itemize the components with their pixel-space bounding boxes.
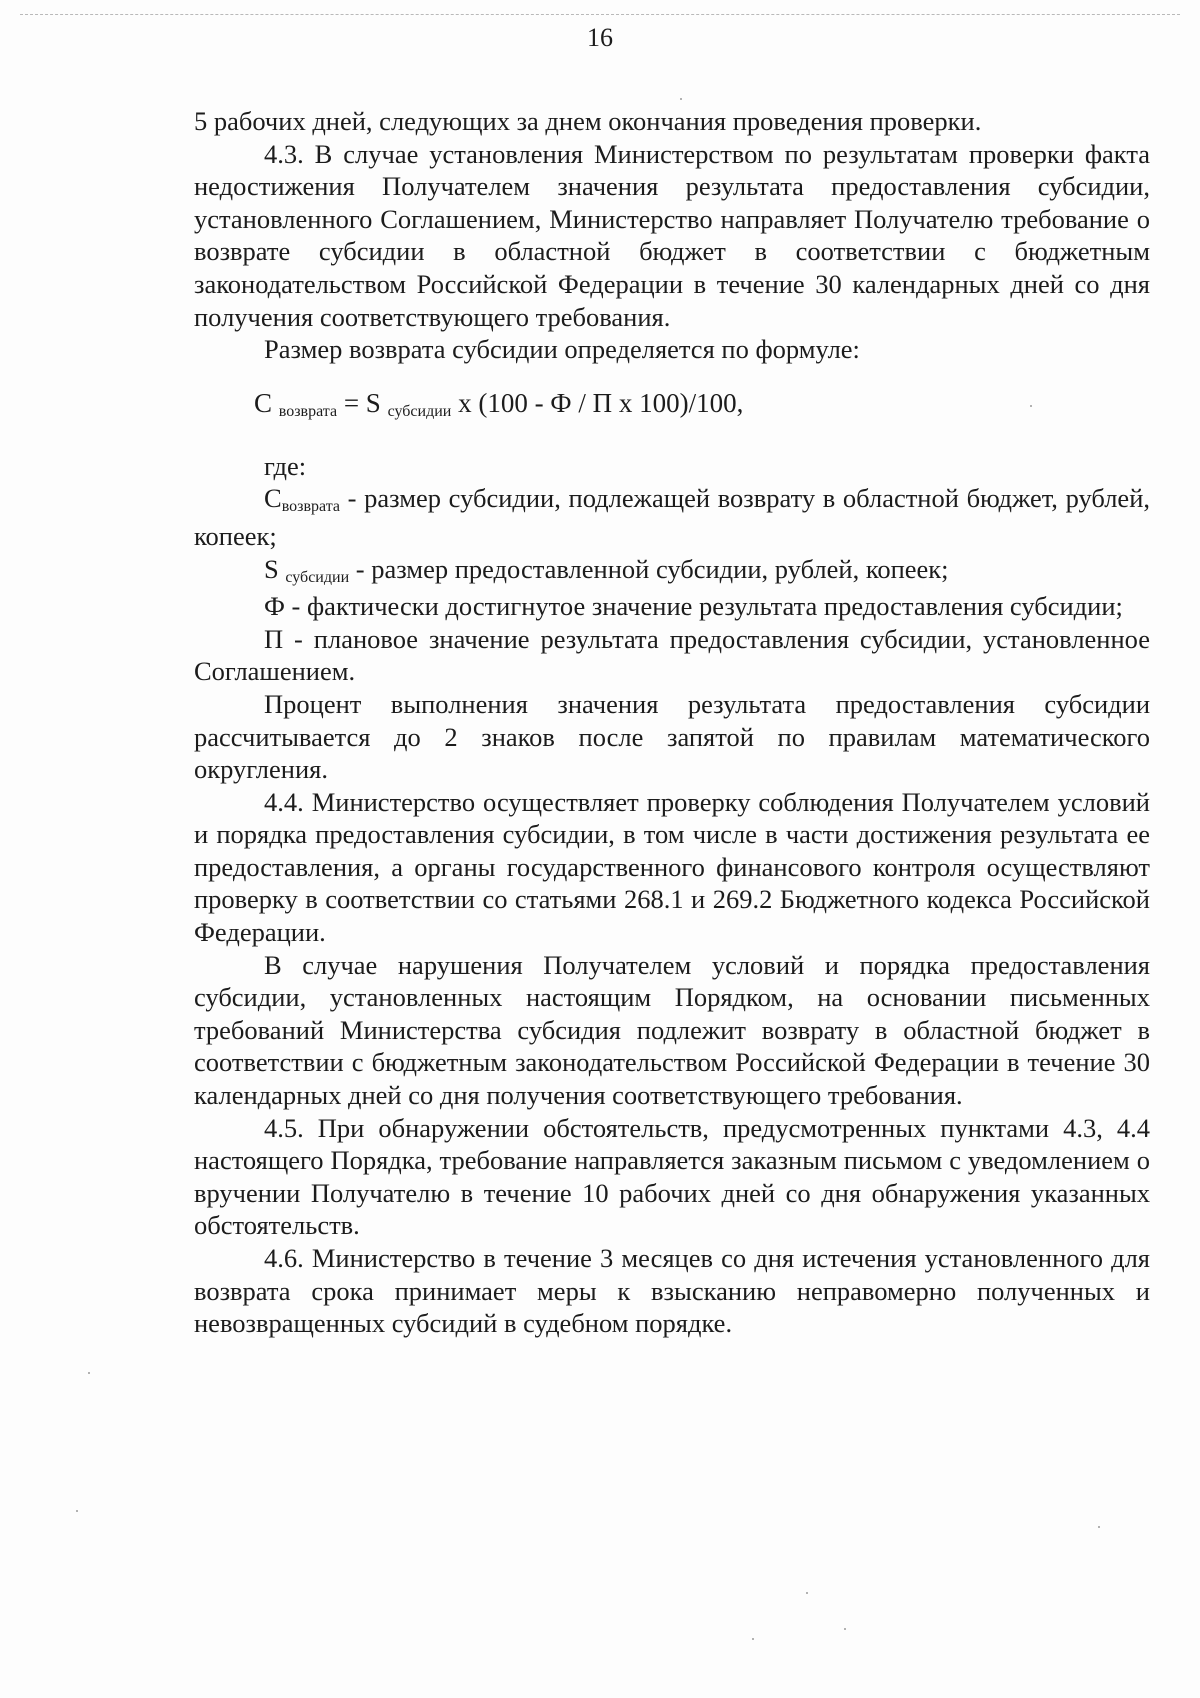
variable-s-symbol: S: [264, 553, 279, 584]
variable-c-text: - размер субсидии, подлежащей возврату в областной бюджет, рублей, копеек;: [194, 483, 1150, 551]
variable-c-symbol: С: [264, 483, 282, 514]
paragraph-4-5: 4.5. При обнаружении обстоятельств, предусмотренных пунктами 4.3, 4.4 настоящего Порядка, требование направляется заказным письмом с уведомлением о вручении Получателю в течение 10 рабочих дней со дня обнаружения указанных обстоятельств.: [194, 1112, 1150, 1241]
variable-c-subscript: возврата: [281, 498, 340, 516]
paragraph-formula-intro: Размер возврата субсидии определяется по формуле:: [264, 334, 860, 365]
variable-s-definition: [194, 553, 1150, 591]
formula-equals: =: [343, 387, 360, 418]
body-text: [194, 105, 1150, 1340]
paragraph-4-4-violation: В случае нарушения Получателем условий и порядка предоставления субсидии, установленных настоящим Порядком, на основании письменных требований Министерства субсидия подлежит возврату в областной бюджет в соответствии с бюджетным законодательством Российской Федерации в течение 30 календарных дней со дня получения соответствующего требования.: [194, 949, 1150, 1111]
scan-speck: [76, 1510, 78, 1512]
paragraph-continuation: 5 рабочих дней, следующих за днем окончания проведения проверки.: [194, 106, 982, 136]
formula-c-symbol: С: [254, 387, 273, 418]
scan-speck: [1030, 405, 1032, 407]
paragraph-4-3: 4.3. В случае установления Министерством по результатам проверки факта недостижения Получателем значения результата предоставления субсидии, установленного Соглашением, Министерство направляет Получателю требование о возврате субсидии в областной бюджет в соответствии с бюджетным законодательством Российской Федерации в течение 30 календарных дней со дня получения соответствующего требования.: [194, 138, 1150, 332]
formula-s-subscript: субсидии: [387, 402, 452, 420]
variable-c-definition: [194, 482, 1150, 552]
paragraph-percent-rounding: Процент выполнения значения результата предоставления субсидии рассчитывается до 2 знаков после запятой по правилам математического округления.: [194, 688, 1150, 785]
scan-speck: [680, 98, 682, 100]
variable-p-definition: П - плановое значение результата предоставления субсидии, установленное Соглашением.: [194, 623, 1150, 687]
formula-rest: х (100 - Ф / П х 100)/100,: [458, 387, 744, 418]
scan-edge-line: [20, 14, 1180, 15]
return-formula: [194, 386, 1150, 425]
variable-f-definition: Ф - фактически достигнутое значение результата предоставления субсидии;: [264, 591, 1123, 622]
paragraph-4-4: 4.4. Министерство осуществляет проверку соблюдения Получателем условий и порядка предоставления субсидии, в том числе в части достижения результата ее предоставления, а органы государственного финансового контроля осуществляют проверку в соответствии со статьями 268.1 и 269.2 Бюджетного кодекса Российской Федерации.: [194, 786, 1150, 948]
variable-s-subscript: субсидии: [285, 568, 350, 586]
scan-speck: [806, 1592, 808, 1594]
scan-speck: [1098, 1526, 1100, 1528]
scan-speck: [752, 1638, 754, 1640]
scan-speck: [844, 1628, 846, 1630]
formula-c-subscript: возврата: [278, 402, 338, 420]
page-number: 16: [587, 23, 613, 52]
scan-speck: [88, 1372, 90, 1374]
variable-s-text: - размер предоставленной субсидии, рублей, копеек;: [355, 553, 949, 584]
formula-s-symbol: S: [365, 387, 381, 418]
where-label: где:: [264, 450, 307, 481]
paragraph-4-6: 4.6. Министерство в течение 3 месяцев со дня истечения установленного для возврата срока принимает меры к взысканию неправомерно полученных и невозвращенных субсидий в судебном порядке.: [194, 1243, 1150, 1339]
